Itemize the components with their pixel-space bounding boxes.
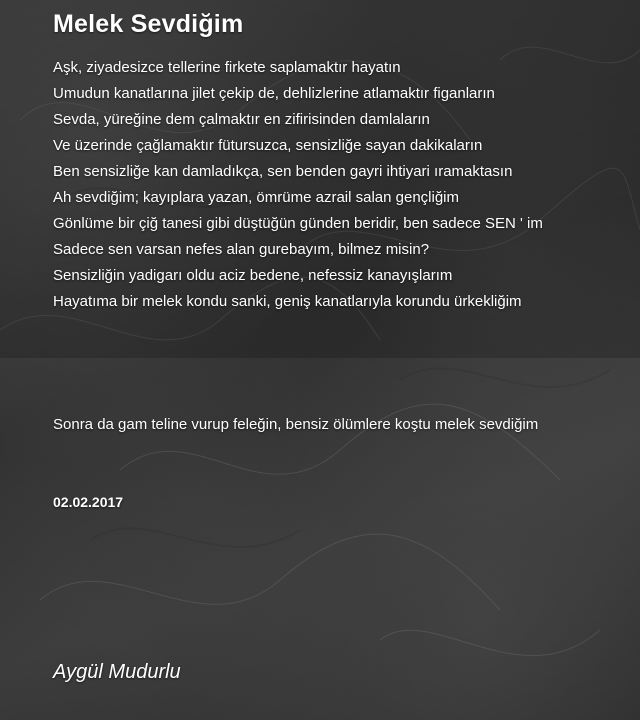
poem-line: Ve üzerinde çağlamaktır fütursuzca, sensizliğe sayan dakikaların [53, 137, 483, 154]
poem-line: Hayatıma bir melek kondu sanki, geniş kanatlarıyla korundu ürkekliğim [53, 293, 522, 310]
poem-line: Gönlüme bir çiğ tanesi gibi düştüğün günden beridir, ben sadece SEN ' im [53, 215, 543, 232]
poem-line: Ben sensizliğe kan damladıkça, sen benden gayri ihtiyari ıramaktasın [53, 163, 513, 180]
poem-line: Sevda, yüreğine dem çalmaktır en zifirisinden damlaların [53, 111, 430, 128]
poem-stanza [53, 55, 543, 315]
poem-line: Umudun kanatlarına jilet çekip de, dehlizlerine atlamaktır figanların [53, 85, 495, 102]
poem-line: Aşk, ziyadesizce tellerine firkete saplamaktır hayatın [53, 59, 401, 76]
poem-final-line: Sonra da gam teline vurup feleğin, bensiz ölümlere koştu melek sevdiğim [53, 416, 539, 433]
poem-line: Sadece sen varsan nefes alan gurebayım, bilmez misin? [53, 241, 430, 258]
poem-line: Ah sevdiğim; kayıplara yazan, ömrüme azrail salan gençliğim [53, 189, 460, 206]
poem-author: Aygül Mudurlu [53, 661, 181, 683]
poem-date: 02.02.2017 [53, 494, 124, 510]
poem-line: Sensizliğin yadigarı oldu aciz bedene, nefessiz kanayışlarım [53, 267, 453, 284]
poem-title: Melek Sevdiğim [53, 10, 244, 38]
